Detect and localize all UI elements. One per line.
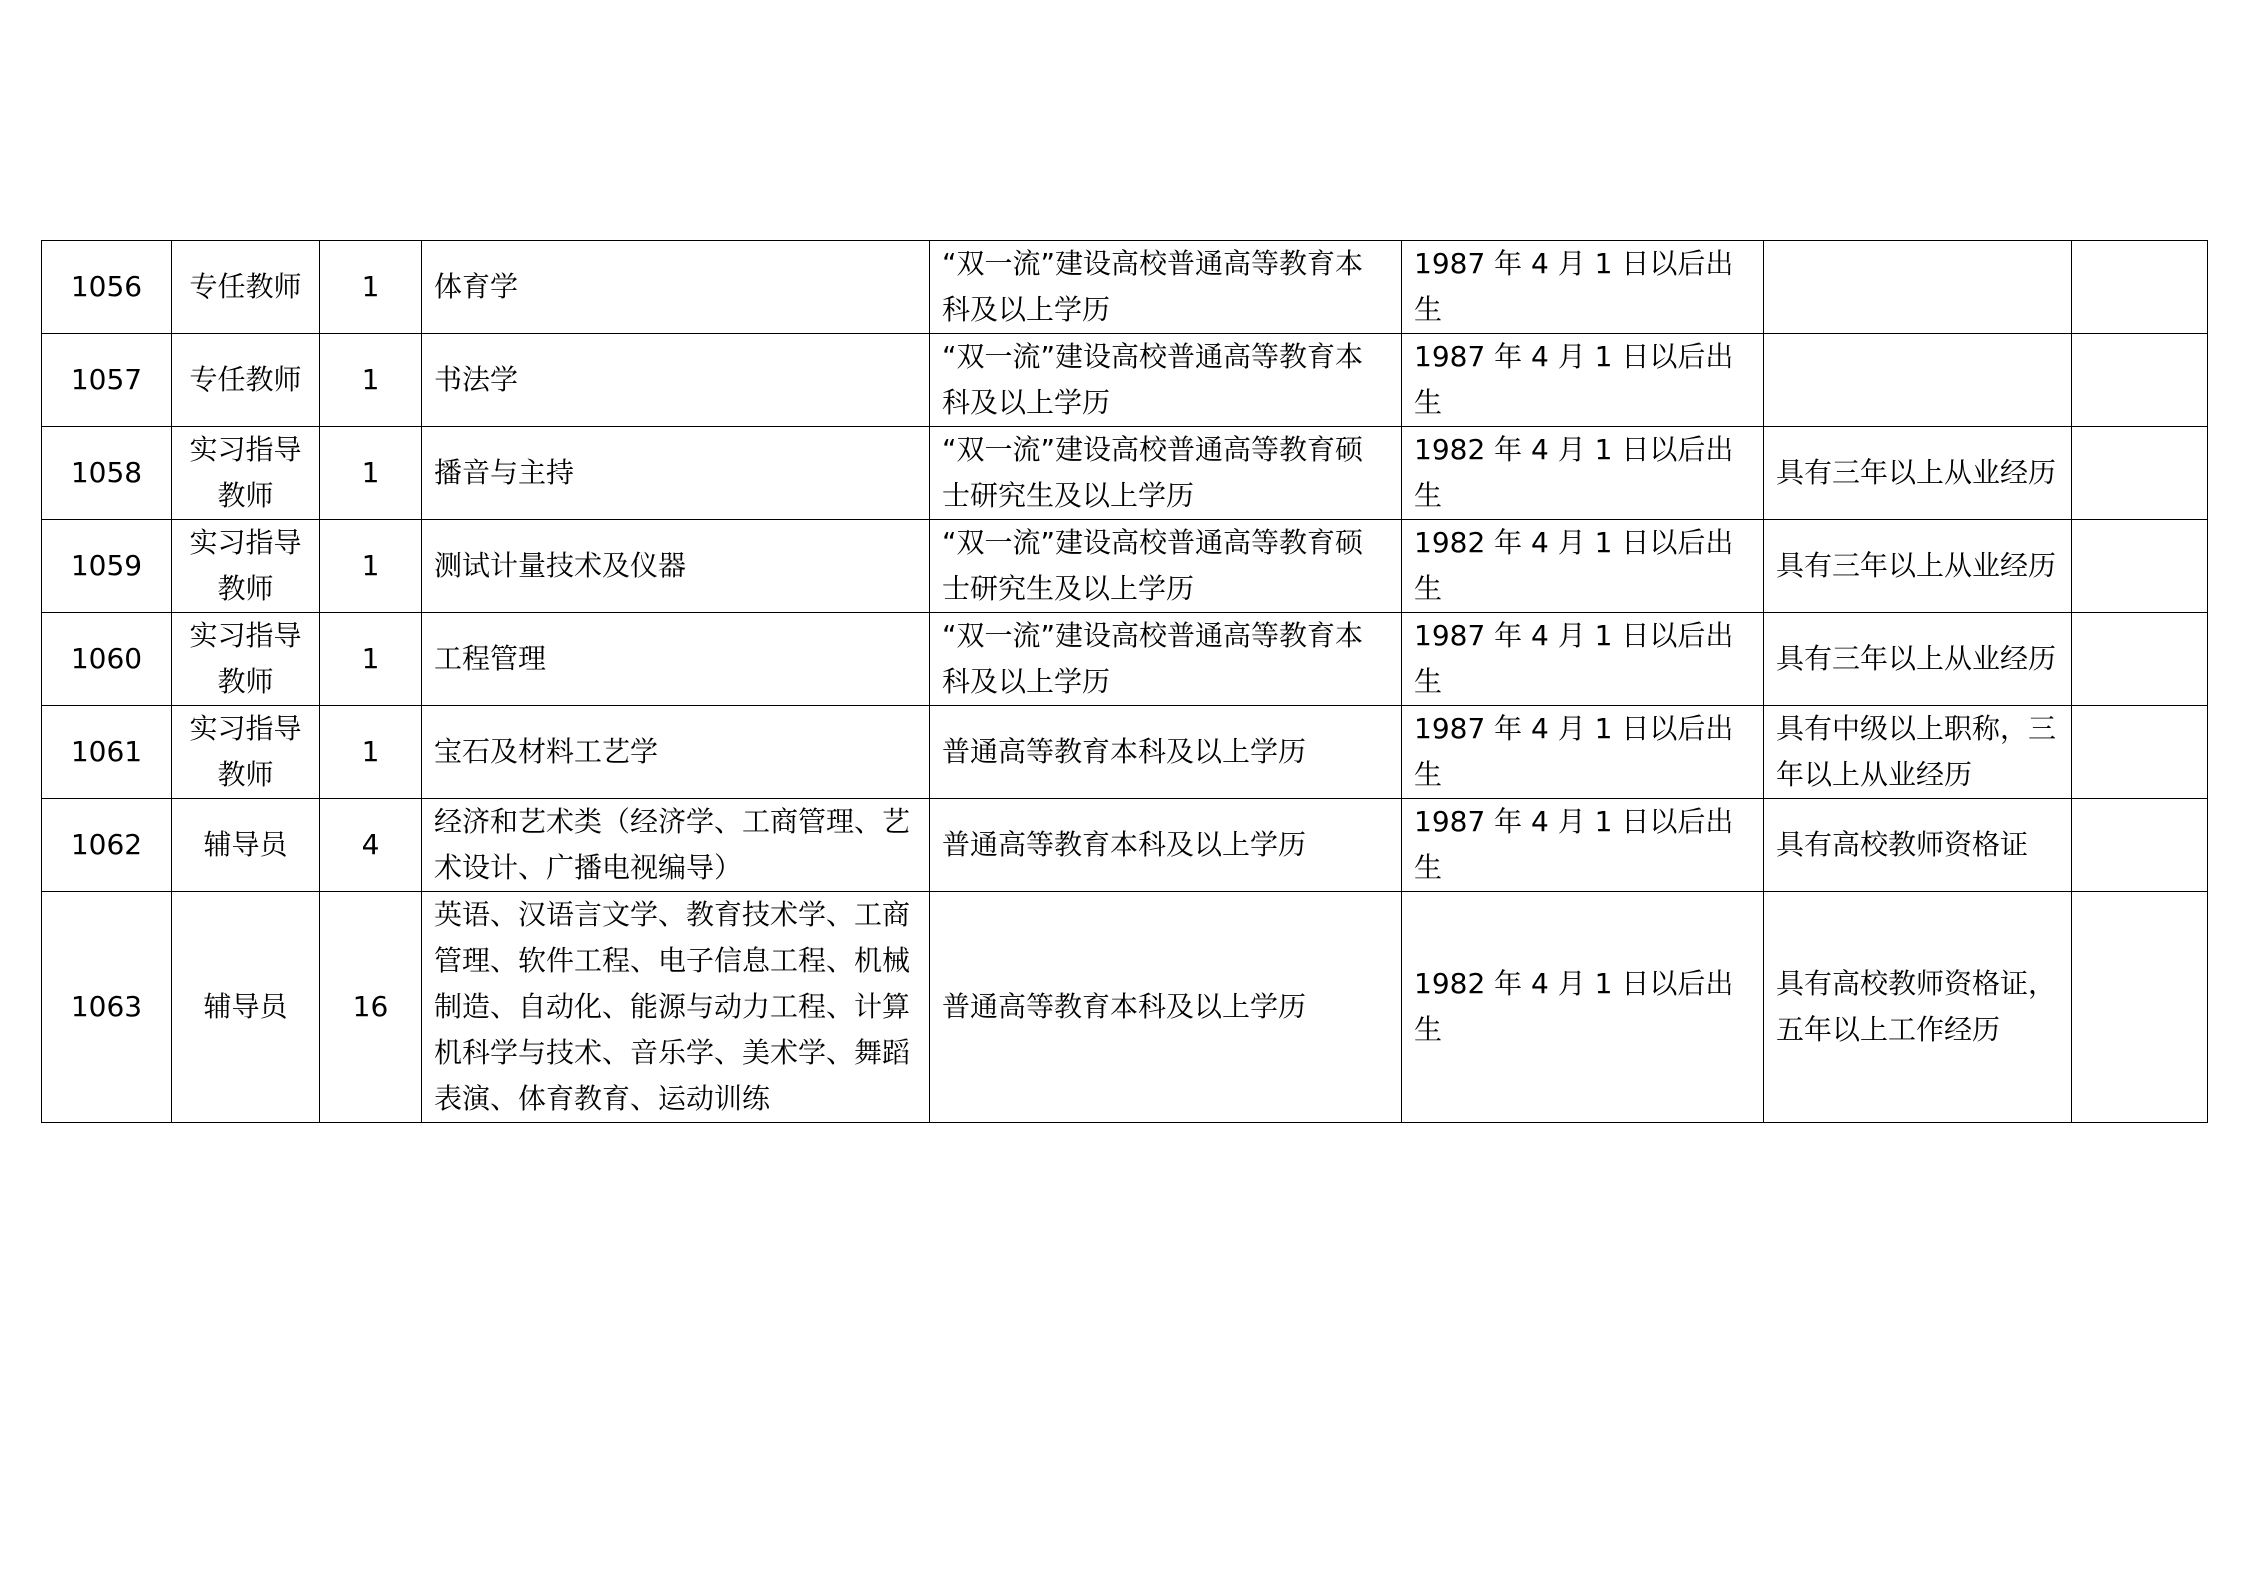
other-requirement: 具有三年以上从业经历 bbox=[1764, 613, 2072, 706]
job-code: 1056 bbox=[42, 241, 172, 334]
major-requirement: 播音与主持 bbox=[422, 427, 930, 520]
education-requirement: 普通高等教育本科及以上学历 bbox=[930, 706, 1402, 799]
job-code: 1060 bbox=[42, 613, 172, 706]
major-requirement: 经济和艺术类（经济学、工商管理、艺术设计、广播电视编导） bbox=[422, 799, 930, 892]
table-row bbox=[42, 706, 2208, 799]
table-row bbox=[42, 613, 2208, 706]
education-requirement: “双一流”建设高校普通高等教育本科及以上学历 bbox=[930, 334, 1402, 427]
age-requirement: 1987 年 4 月 1 日以后出生 bbox=[1402, 706, 1764, 799]
major-requirement: 英语、汉语言文学、教育技术学、工商管理、软件工程、电子信息工程、机械制造、自动化、能源与动力工程、计算机科学与技术、音乐学、美术学、舞蹈表演、体育教育、运动训练 bbox=[422, 892, 930, 1123]
age-requirement: 1982 年 4 月 1 日以后出生 bbox=[1402, 892, 1764, 1123]
job-code: 1062 bbox=[42, 799, 172, 892]
position-name: 实习指导教师 bbox=[172, 427, 320, 520]
note-cell bbox=[2072, 427, 2208, 520]
hire-count: 1 bbox=[320, 241, 422, 334]
hire-count: 1 bbox=[320, 520, 422, 613]
position-name: 实习指导教师 bbox=[172, 520, 320, 613]
table-row bbox=[42, 334, 2208, 427]
table-row bbox=[42, 892, 2208, 1123]
job-code: 1059 bbox=[42, 520, 172, 613]
other-requirement: 具有三年以上从业经历 bbox=[1764, 520, 2072, 613]
job-code: 1057 bbox=[42, 334, 172, 427]
position-name: 专任教师 bbox=[172, 241, 320, 334]
age-requirement: 1987 年 4 月 1 日以后出生 bbox=[1402, 334, 1764, 427]
major-requirement: 测试计量技术及仪器 bbox=[422, 520, 930, 613]
position-name: 实习指导教师 bbox=[172, 706, 320, 799]
table-row bbox=[42, 241, 2208, 334]
hire-count: 1 bbox=[320, 613, 422, 706]
hire-count: 1 bbox=[320, 706, 422, 799]
job-code: 1058 bbox=[42, 427, 172, 520]
table-row bbox=[42, 799, 2208, 892]
note-cell bbox=[2072, 613, 2208, 706]
note-cell bbox=[2072, 799, 2208, 892]
job-code: 1063 bbox=[42, 892, 172, 1123]
note-cell bbox=[2072, 706, 2208, 799]
age-requirement: 1987 年 4 月 1 日以后出生 bbox=[1402, 241, 1764, 334]
note-cell bbox=[2072, 241, 2208, 334]
education-requirement: “双一流”建设高校普通高等教育本科及以上学历 bbox=[930, 241, 1402, 334]
position-name: 辅导员 bbox=[172, 892, 320, 1123]
hire-count: 4 bbox=[320, 799, 422, 892]
other-requirement: 具有高校教师资格证，五年以上工作经历 bbox=[1764, 892, 2072, 1123]
age-requirement: 1982 年 4 月 1 日以后出生 bbox=[1402, 520, 1764, 613]
education-requirement: “双一流”建设高校普通高等教育硕士研究生及以上学历 bbox=[930, 427, 1402, 520]
major-requirement: 工程管理 bbox=[422, 613, 930, 706]
job-table bbox=[41, 240, 2208, 1123]
education-requirement: “双一流”建设高校普通高等教育硕士研究生及以上学历 bbox=[930, 520, 1402, 613]
hire-count: 1 bbox=[320, 334, 422, 427]
age-requirement: 1982 年 4 月 1 日以后出生 bbox=[1402, 427, 1764, 520]
position-name: 辅导员 bbox=[172, 799, 320, 892]
note-cell bbox=[2072, 520, 2208, 613]
major-requirement: 宝石及材料工艺学 bbox=[422, 706, 930, 799]
hire-count: 1 bbox=[320, 427, 422, 520]
education-requirement: 普通高等教育本科及以上学历 bbox=[930, 799, 1402, 892]
position-name: 专任教师 bbox=[172, 334, 320, 427]
education-requirement: 普通高等教育本科及以上学历 bbox=[930, 892, 1402, 1123]
other-requirement: 具有中级以上职称，三年以上从业经历 bbox=[1764, 706, 2072, 799]
note-cell bbox=[2072, 892, 2208, 1123]
job-code: 1061 bbox=[42, 706, 172, 799]
age-requirement: 1987 年 4 月 1 日以后出生 bbox=[1402, 613, 1764, 706]
other-requirement: 具有高校教师资格证 bbox=[1764, 799, 2072, 892]
hire-count: 16 bbox=[320, 892, 422, 1123]
note-cell bbox=[2072, 334, 2208, 427]
table-row bbox=[42, 520, 2208, 613]
education-requirement: “双一流”建设高校普通高等教育本科及以上学历 bbox=[930, 613, 1402, 706]
other-requirement: 具有三年以上从业经历 bbox=[1764, 427, 2072, 520]
age-requirement: 1987 年 4 月 1 日以后出生 bbox=[1402, 799, 1764, 892]
other-requirement bbox=[1764, 241, 2072, 334]
other-requirement bbox=[1764, 334, 2072, 427]
table-row bbox=[42, 427, 2208, 520]
major-requirement: 书法学 bbox=[422, 334, 930, 427]
major-requirement: 体育学 bbox=[422, 241, 930, 334]
position-name: 实习指导教师 bbox=[172, 613, 320, 706]
